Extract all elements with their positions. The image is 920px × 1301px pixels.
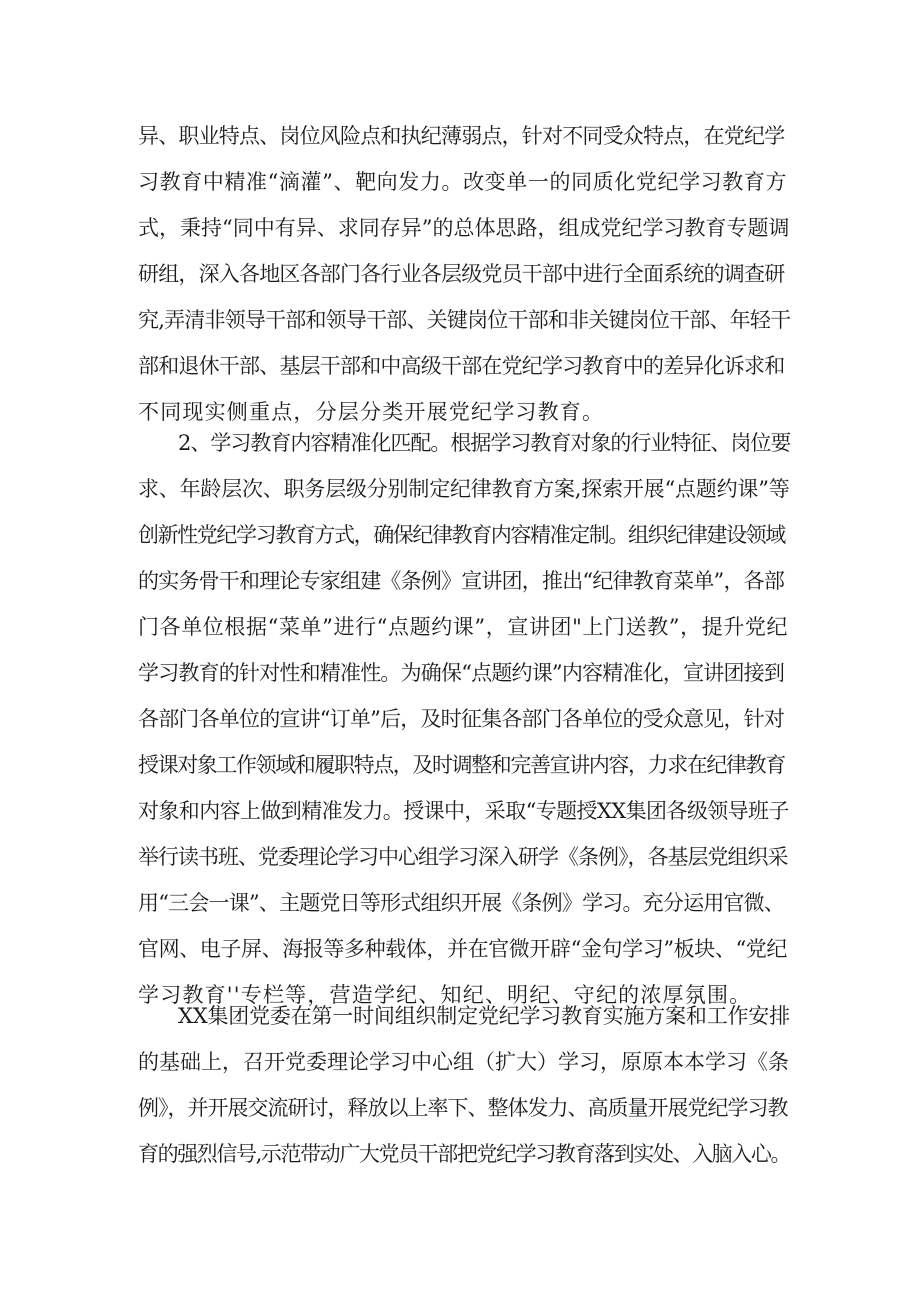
text-line: 各部门各单位的宣讲“订单”后，及时征集各部门各单位的受众意见，针对 [138,707,785,731]
text-line: 举行读书班、党委理论学习中心组学习深入研学《条例》，各基层党组织采 [138,845,788,869]
text-line: 不同现实侧重点，分层分类开展党纪学习教育。 [138,400,605,424]
text-line: 异、职业特点、岗位风险点和执纪薄弱点，针对不同受众特点，在党纪学 [138,124,785,148]
text-line: 例》，并开展交流研讨，释放以上率下、整体发力、高质量开展党纪学习教 [138,1096,788,1120]
text-line: 习教育中精准“滴灌”、靶向发力。改变单一的同质化党纪学习教育方 [138,170,788,194]
text-line: 部和退休干部、基层干部和中高级干部在党纪学习教育中的差异化诉求和 [138,354,785,378]
text-line: XX集团党委在第一时间组织制定党纪学习教育实施方案和工作安排 [178,1004,790,1028]
text-line: 门各单位根据“菜单”进行“点题约课”，宣讲团"上门送教”，提升党纪 [138,615,789,639]
text-line: 2、学习教育内容精准化匹配。根据学习教育对象的行业特征、岗位要 [178,431,791,455]
text-line: 授课对象工作领域和履职特点，及时调整和完善宣讲内容，力求在纪律教育 [138,753,785,777]
text-line: 式，秉持“同中有异、求同存异”的总体思路，组成党纪学习教育专题调 [138,216,790,240]
text-line: 对象和内容上做到精准发力。授课中，采取“专题授XX集团各级领导班子 [138,799,789,823]
paragraph-3 [138,993,791,1177]
text-line: 研组，深入各地区各部门各行业各层级党员干部中进行全面系统的调查研 [138,262,785,286]
text-line: 用“三会一课”、主题党日等形式组织开展《条例》学习。充分运用官微、 [138,891,785,915]
paragraph-2 [138,420,791,1018]
text-line: 求、年龄层次、职务层级分别制定纪律教育方案,探索开展“点题约课”等 [138,477,790,501]
text-line: 学习教育的针对性和精准性。为确保“点题约课”内容精准化，宣讲团接到 [138,661,785,685]
text-line: 的实务骨干和理论专家组建《条例》宣讲团，推出“纪律教育菜单”，各部 [138,569,785,593]
paragraph-1 [138,113,791,435]
text-line: 究,弄清非领导干部和领导干部、关键岗位干部和非关键岗位干部、年轻干 [138,308,791,332]
text-line: 创新性党纪学习教育方式，确保纪律教育内容精准定制。组织纪律建设领域 [138,523,785,547]
text-line: 官网、电子屏、海报等多种载体，并在官微开辟“金句学习”板块、“党纪 [138,937,788,961]
text-line: 学习教育''专栏等，营造学纪、知纪、明纪、守纪的浓厚氛围。 [138,983,752,1007]
text-line: 的基础上，召开党委理论学习中心组（扩大）学习，原原本本学习《条 [138,1050,789,1074]
text-line: 育的强烈信号,示范带动广大党员干部把党纪学习教育落到实处、入脑入心。 [138,1142,791,1166]
